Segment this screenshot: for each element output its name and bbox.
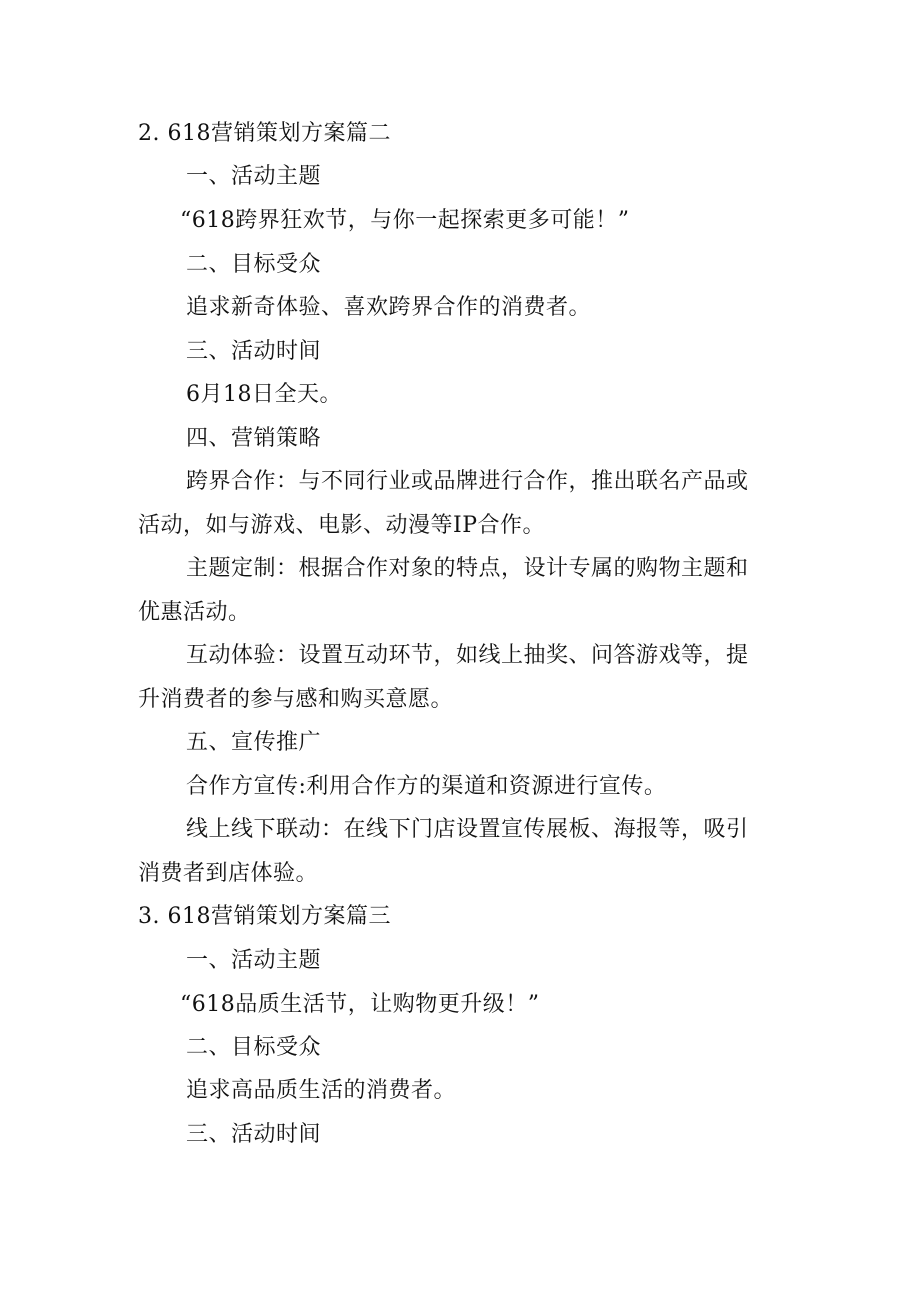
theme-quote: “618品质生活节，让购物更升级！” [180,992,540,1017]
paragraph-continuation: 消费者到店体验。 [138,861,319,886]
subheading: 一、活动主题 [186,164,322,189]
section-heading: 3. 618营销策划方案篇三 [138,904,391,929]
section-heading: 2. 618营销策划方案篇二 [138,121,391,146]
subheading: 三、活动时间 [186,1122,322,1147]
subheading: 二、目标受众 [186,252,322,277]
paragraph: 主题定制：根据合作对象的特点，设计专属的购物主题和 [186,556,749,581]
subheading: 一、活动主题 [186,948,322,973]
paragraph-continuation: 优惠活动。 [138,600,251,625]
paragraph: 线上线下联动：在线下门店设置宣传展板、海报等，吸引 [186,817,749,842]
paragraph-continuation: 活动，如与游戏、电影、动漫等IP合作。 [138,513,545,538]
paragraph: 追求新奇体验、喜欢跨界合作的消费者。 [186,295,592,320]
theme-quote: “618跨界狂欢节，与你一起探索更多可能！” [180,208,630,233]
subheading: 三、活动时间 [186,339,322,364]
paragraph: 合作方宣传:利用合作方的渠道和资源进行宣传。 [186,774,667,799]
subheading: 四、营销策略 [186,426,322,451]
paragraph: 互动体验：设置互动环节，如线上抽奖、问答游戏等，提 [186,643,749,668]
paragraph: 6月18日全天。 [186,382,342,407]
paragraph-continuation: 升消费者的参与感和购买意愿。 [138,687,454,712]
paragraph: 追求高品质生活的消费者。 [186,1078,457,1103]
paragraph: 跨界合作：与不同行业或品牌进行合作，推出联名产品或 [186,469,749,494]
subheading: 五、宣传推广 [186,730,322,755]
subheading: 二、目标受众 [186,1035,322,1060]
